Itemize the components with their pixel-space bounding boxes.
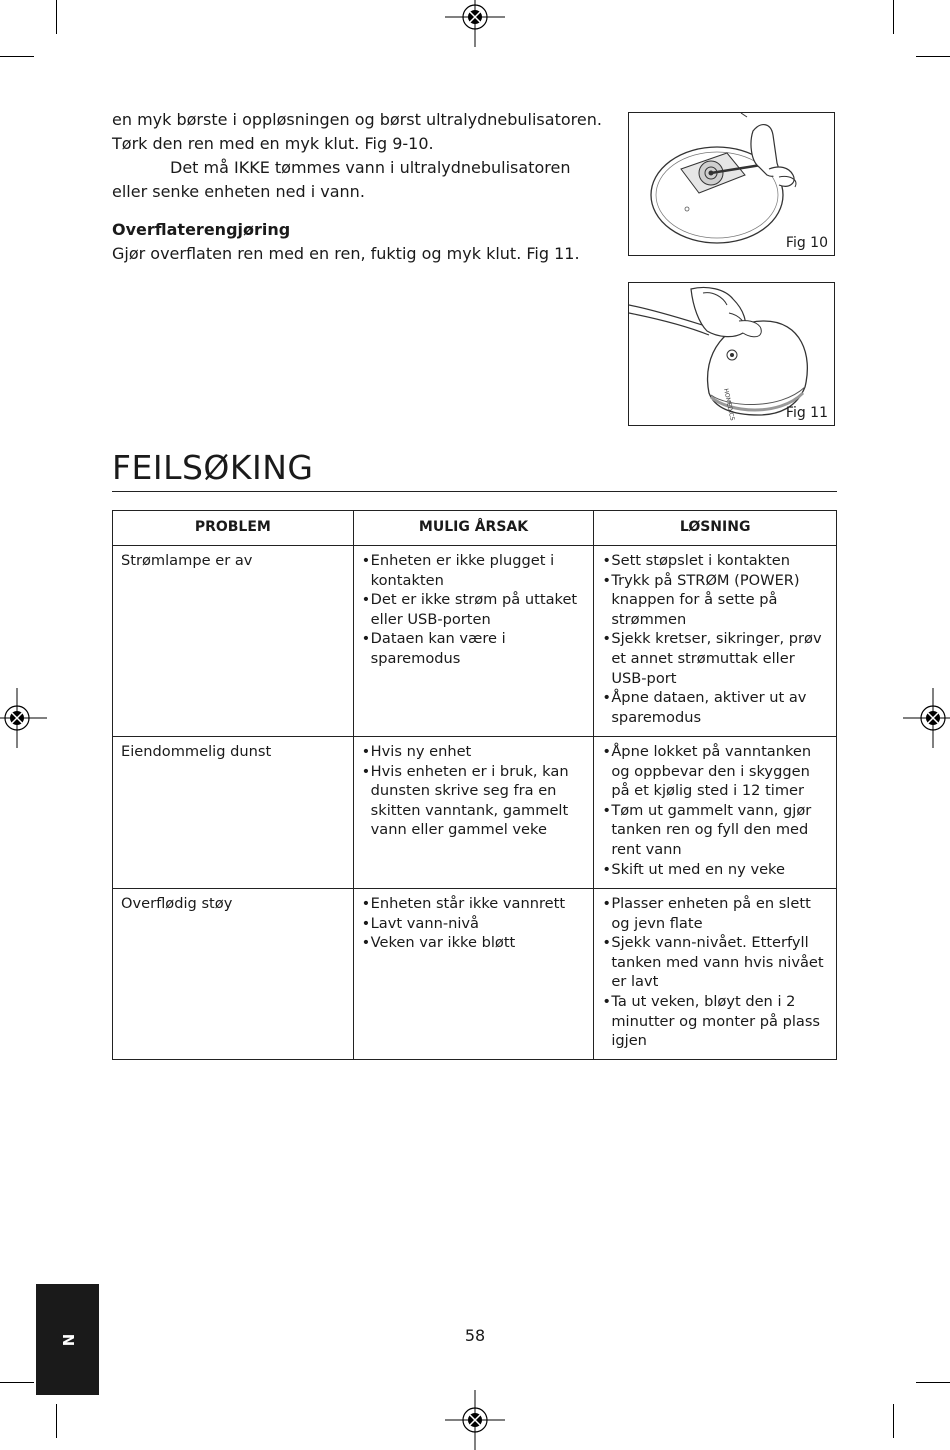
list-item: • Sjekk kretser, sikringer, prøv et annet strømuttak eller USB-port — [602, 629, 830, 688]
list-item: • Lavt vann-nivå — [362, 914, 588, 934]
surface-cleaning-text: Gjør overflaten ren med en ren, fuktig og myk klut. Fig 11. — [112, 244, 580, 263]
intro-line: Tørk den ren med en myk klut. Fig 9-10. — [112, 134, 434, 153]
list-item: • Ta ut veken, bløyt den i 2 minutter og monter på plass igjen — [602, 992, 830, 1051]
registration-mark-icon — [445, 0, 505, 47]
table-header-row — [113, 511, 837, 546]
list-item: • Tøm ut gammelt vann, gjør tanken ren og fyll den med rent vann — [602, 801, 830, 860]
crop-mark — [916, 1382, 950, 1383]
list-item: • Åpne lokket på vanntanken og oppbevar den i skyggen på et kjølig sted i 12 timer — [602, 742, 830, 801]
intro-line: en myk børste i oppløsningen og børst ultralydnebulisatoren. — [112, 110, 602, 129]
page-number: 58 — [464, 1326, 486, 1345]
cause-cell — [353, 889, 594, 1060]
list-item: • Enheten står ikke vannrett — [362, 894, 588, 914]
problem-cell: Eiendommelig dunst — [113, 737, 354, 889]
list-item: • Åpne dataen, aktiver ut av sparemodus — [602, 688, 830, 727]
column-header-problem: PROBLEM — [113, 511, 354, 546]
table-row — [113, 889, 837, 1060]
cause-cell — [353, 546, 594, 737]
registration-mark-icon — [445, 1390, 505, 1450]
list-item: • Skift ut med en ny veke — [602, 860, 830, 880]
figure-caption: Fig 11 — [785, 405, 828, 421]
solution-cell — [594, 737, 837, 889]
cause-cell — [353, 737, 594, 889]
list-item: • Dataen kan være i sparemodus — [362, 629, 588, 668]
table-row — [113, 737, 837, 889]
crop-mark — [0, 1382, 34, 1383]
figure-caption: Fig 10 — [785, 235, 828, 251]
language-tab-label: N — [58, 1333, 77, 1346]
problem-cell: Strømlampe er av — [113, 546, 354, 737]
cleaning-instructions — [112, 108, 612, 266]
registration-mark-icon — [0, 688, 47, 748]
list-item: • Plasser enheten på en slett og jevn flate — [602, 894, 830, 933]
crop-mark — [893, 0, 894, 34]
figure-10 — [628, 112, 835, 256]
crop-mark — [0, 56, 34, 57]
crop-mark — [56, 1404, 57, 1438]
solution-cell — [594, 546, 837, 737]
list-item: • Det er ikke strøm på uttaket eller USB-porten — [362, 590, 588, 629]
section-title: FEILSØKING — [112, 448, 314, 487]
list-item: • Veken var ikke bløtt — [362, 933, 588, 953]
troubleshooting-table — [112, 510, 837, 1060]
warning-line: eller senke enheten ned i vann. — [112, 182, 365, 201]
list-item: • Hvis ny enhet — [362, 742, 588, 762]
list-item: • Trykk på STRØM (POWER) knappen for å sette på strømmen — [602, 571, 830, 630]
list-item: • Enheten er ikke plugget i kontakten — [362, 551, 588, 590]
crop-mark — [916, 56, 950, 57]
list-item: • Sett støpslet i kontakten — [602, 551, 830, 571]
list-item: • Hvis enheten er i bruk, kan dunsten skrive seg fra en skitten vanntank, gammelt vann eller gammel veke — [362, 762, 588, 840]
title-divider — [112, 491, 837, 492]
registration-mark-icon — [903, 688, 950, 748]
surface-cleaning-heading: Overflaterengjøring — [112, 220, 291, 239]
crop-mark — [893, 1404, 894, 1438]
figure-11 — [628, 282, 835, 426]
column-header-solution: LØSNING — [594, 511, 837, 546]
problem-cell: Overflødig støy — [113, 889, 354, 1060]
list-item: • Sjekk vann-nivået. Etterfyll tanken med vann hvis nivået er lavt — [602, 933, 830, 992]
table-row — [113, 546, 837, 737]
crop-mark — [56, 0, 57, 34]
column-header-cause: MULIG ÅRSAK — [353, 511, 594, 546]
device-brand-label: HOMEDICS — [722, 387, 736, 422]
warning-line: Det må IKKE tømmes vann i ultralydnebulisatoren — [170, 158, 571, 177]
solution-cell — [594, 889, 837, 1060]
